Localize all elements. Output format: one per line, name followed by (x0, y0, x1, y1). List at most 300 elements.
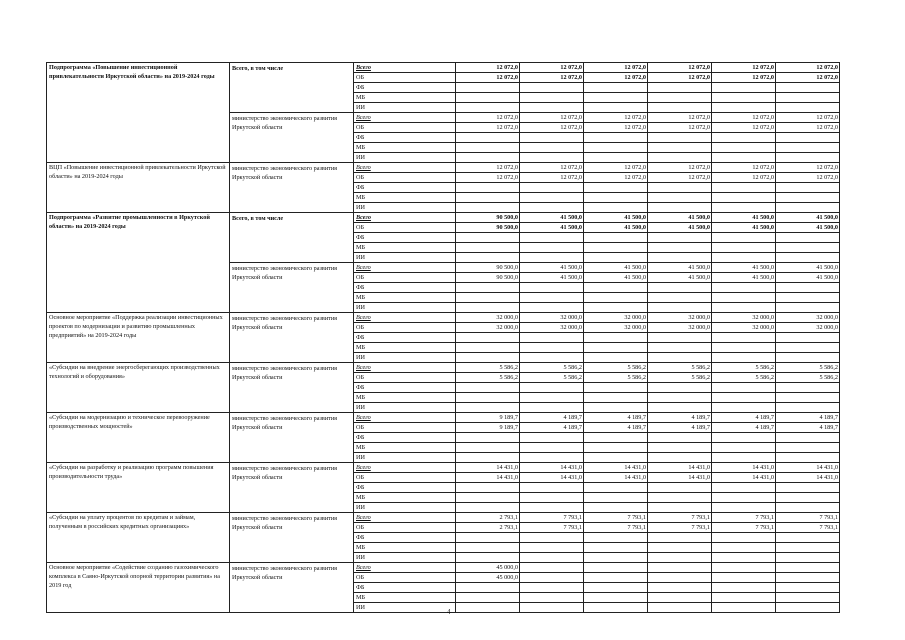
amount-cell: 32 000,0 (712, 323, 776, 333)
amount-cell: 41 500,0 (584, 213, 648, 223)
amount-cell (712, 533, 776, 543)
amount-cell (776, 193, 840, 203)
amount-cell (776, 83, 840, 93)
funding-source-cell: ИИ (354, 303, 456, 313)
funding-source-cell: ОБ (354, 573, 456, 583)
executor-cell: министерство экономического развития Иркутской области (230, 463, 354, 513)
funding-source-cell: МБ (354, 293, 456, 303)
amount-cell: 41 500,0 (584, 273, 648, 283)
amount-cell: 12 072,0 (648, 63, 712, 73)
amount-cell: 12 072,0 (776, 63, 840, 73)
amount-cell (712, 293, 776, 303)
amount-cell (584, 93, 648, 103)
amount-cell (456, 183, 520, 193)
amount-cell: 12 072,0 (520, 63, 584, 73)
amount-cell: 41 500,0 (712, 263, 776, 273)
amount-cell: 5 586,2 (456, 363, 520, 373)
amount-cell (776, 453, 840, 463)
amount-cell (776, 103, 840, 113)
amount-cell (648, 443, 712, 453)
amount-cell (584, 243, 648, 253)
program-name-cell: «Субсидии на уплату процентов по кредитам и займам, полученным в российских кредитных организациях» (47, 513, 230, 563)
amount-cell (776, 293, 840, 303)
amount-cell (712, 93, 776, 103)
amount-cell: 7 793,1 (648, 523, 712, 533)
amount-cell: 9 189,7 (456, 423, 520, 433)
amount-cell: 7 793,1 (584, 523, 648, 533)
amount-cell (456, 583, 520, 593)
amount-cell (712, 253, 776, 263)
amount-cell: 12 072,0 (520, 123, 584, 133)
amount-cell: 90 500,0 (456, 223, 520, 233)
amount-cell (456, 233, 520, 243)
table-row (47, 63, 840, 73)
amount-cell: 5 586,2 (712, 373, 776, 383)
amount-cell: 4 189,7 (584, 413, 648, 423)
amount-cell (776, 553, 840, 563)
amount-cell: 12 072,0 (712, 63, 776, 73)
funding-source-cell: ФБ (354, 83, 456, 93)
amount-cell (520, 503, 584, 513)
amount-cell: 14 431,0 (648, 473, 712, 483)
amount-cell (648, 543, 712, 553)
amount-cell: 41 500,0 (520, 273, 584, 283)
amount-cell: 12 072,0 (456, 163, 520, 173)
amount-cell (456, 133, 520, 143)
program-name-cell: Основное мероприятие «Поддержка реализации инвестиционных проектов по модернизации и развитию промышленных предприятий» на 2019-2024 годы (47, 313, 230, 363)
amount-cell (520, 233, 584, 243)
amount-cell: 12 072,0 (584, 113, 648, 123)
table-row (47, 163, 840, 173)
amount-cell (456, 93, 520, 103)
amount-cell (520, 353, 584, 363)
funding-source-cell: Всего (354, 563, 456, 573)
amount-cell (712, 583, 776, 593)
amount-cell (712, 443, 776, 453)
amount-cell (776, 353, 840, 363)
amount-cell (584, 583, 648, 593)
amount-cell (520, 153, 584, 163)
funding-source-cell: ИИ (354, 403, 456, 413)
amount-cell (776, 243, 840, 253)
amount-cell: 14 431,0 (584, 473, 648, 483)
amount-cell (776, 483, 840, 493)
amount-cell (584, 593, 648, 603)
table-row (47, 313, 840, 323)
amount-cell (584, 553, 648, 563)
amount-cell (712, 153, 776, 163)
amount-cell (520, 543, 584, 553)
program-name-cell: ВЦП «Повышение инвестиционной привлекательности Иркутской области» на 2019-2024 годы (47, 163, 230, 213)
amount-cell (776, 493, 840, 503)
executor-cell: министерство экономического развития Иркутской области (230, 163, 354, 213)
amount-cell (584, 453, 648, 463)
funding-source-cell: Всего (354, 63, 456, 73)
amount-cell (648, 573, 712, 583)
amount-cell (712, 383, 776, 393)
amount-cell: 12 072,0 (584, 163, 648, 173)
amount-cell: 12 072,0 (584, 63, 648, 73)
amount-cell (520, 483, 584, 493)
amount-cell (456, 253, 520, 263)
amount-cell (520, 93, 584, 103)
amount-cell (776, 153, 840, 163)
funding-source-cell: МБ (354, 243, 456, 253)
funding-source-cell: ФБ (354, 433, 456, 443)
amount-cell (584, 203, 648, 213)
table-row (47, 513, 840, 523)
amount-cell (712, 203, 776, 213)
amount-cell: 12 072,0 (712, 163, 776, 173)
funding-source-cell: ОБ (354, 123, 456, 133)
amount-cell: 12 072,0 (520, 163, 584, 173)
funding-source-cell: ФБ (354, 383, 456, 393)
program-name-cell: «Субсидии на модернизацию и техническое перевооружение производственных мощностей» (47, 413, 230, 463)
funding-source-cell: МБ (354, 393, 456, 403)
amount-cell: 41 500,0 (776, 263, 840, 273)
table-row (47, 413, 840, 423)
amount-cell (520, 493, 584, 503)
funding-source-cell: Всего (354, 513, 456, 523)
amount-cell: 12 072,0 (456, 63, 520, 73)
amount-cell (456, 293, 520, 303)
funding-source-cell: МБ (354, 493, 456, 503)
amount-cell (456, 403, 520, 413)
amount-cell (456, 103, 520, 113)
amount-cell (776, 593, 840, 603)
amount-cell (520, 573, 584, 583)
page-number: 4 (447, 608, 451, 616)
amount-cell: 5 586,2 (776, 373, 840, 383)
amount-cell: 12 072,0 (456, 173, 520, 183)
amount-cell (520, 143, 584, 153)
amount-cell (520, 383, 584, 393)
executor-cell: министерство экономического развития Иркутской области (230, 313, 354, 363)
amount-cell: 12 072,0 (648, 73, 712, 83)
amount-cell: 41 500,0 (648, 273, 712, 283)
amount-cell (584, 573, 648, 583)
amount-cell (520, 103, 584, 113)
amount-cell: 12 072,0 (776, 113, 840, 123)
amount-cell (584, 183, 648, 193)
amount-cell (776, 443, 840, 453)
amount-cell (648, 143, 712, 153)
amount-cell (648, 453, 712, 463)
funding-source-cell: ФБ (354, 533, 456, 543)
amount-cell: 14 431,0 (520, 473, 584, 483)
amount-cell: 7 793,1 (520, 523, 584, 533)
amount-cell (584, 233, 648, 243)
funding-source-cell: Всего (354, 313, 456, 323)
amount-cell (648, 293, 712, 303)
amount-cell (520, 533, 584, 543)
funding-source-cell: ОБ (354, 223, 456, 233)
amount-cell (648, 243, 712, 253)
amount-cell (776, 393, 840, 403)
amount-cell: 5 586,2 (456, 373, 520, 383)
amount-cell (776, 133, 840, 143)
amount-cell: 7 793,1 (584, 513, 648, 523)
amount-cell (648, 153, 712, 163)
amount-cell: 14 431,0 (712, 463, 776, 473)
amount-cell: 32 000,0 (648, 313, 712, 323)
amount-cell (584, 153, 648, 163)
amount-cell: 12 072,0 (712, 73, 776, 83)
funding-source-cell: ФБ (354, 233, 456, 243)
amount-cell (456, 203, 520, 213)
amount-cell (456, 303, 520, 313)
table-row (47, 213, 840, 223)
amount-cell: 4 189,7 (520, 413, 584, 423)
table-row (47, 563, 840, 573)
amount-cell: 12 072,0 (648, 123, 712, 133)
amount-cell (456, 143, 520, 153)
amount-cell (776, 343, 840, 353)
amount-cell: 4 189,7 (584, 423, 648, 433)
amount-cell: 41 500,0 (520, 263, 584, 273)
amount-cell (648, 493, 712, 503)
amount-cell (520, 243, 584, 253)
amount-cell (456, 603, 520, 613)
amount-cell: 12 072,0 (648, 163, 712, 173)
funding-source-cell: ФБ (354, 133, 456, 143)
amount-cell (776, 503, 840, 513)
amount-cell: 12 072,0 (456, 73, 520, 83)
amount-cell (776, 283, 840, 293)
program-name-cell: «Субсидии на внедрение энергосберегающих производственных технологий и оборудования» (47, 363, 230, 413)
amount-cell: 12 072,0 (776, 123, 840, 133)
program-name-cell: Подпрограмма «Развитие промышленности в Иркутской области» на 2019-2024 годы (47, 213, 230, 313)
amount-cell (520, 603, 584, 613)
amount-cell: 41 500,0 (776, 213, 840, 223)
amount-cell: 41 500,0 (648, 213, 712, 223)
amount-cell: 12 072,0 (520, 173, 584, 183)
funding-source-cell: Всего (354, 463, 456, 473)
amount-cell (456, 333, 520, 343)
amount-cell (456, 533, 520, 543)
amount-cell (520, 553, 584, 563)
amount-cell (648, 253, 712, 263)
amount-cell (776, 303, 840, 313)
amount-cell (648, 563, 712, 573)
amount-cell: 45 000,0 (456, 573, 520, 583)
funding-source-cell: МБ (354, 443, 456, 453)
amount-cell (776, 533, 840, 543)
amount-cell (584, 383, 648, 393)
amount-cell: 2 793,1 (456, 523, 520, 533)
amount-cell (776, 93, 840, 103)
amount-cell: 41 500,0 (520, 213, 584, 223)
amount-cell (456, 383, 520, 393)
amount-cell: 41 500,0 (520, 223, 584, 233)
amount-cell (456, 83, 520, 93)
amount-cell (648, 303, 712, 313)
executor-cell: министерство экономического развития Иркутской области (230, 563, 354, 613)
amount-cell: 5 586,2 (648, 373, 712, 383)
amount-cell: 32 000,0 (520, 313, 584, 323)
amount-cell (648, 593, 712, 603)
funding-source-cell: ФБ (354, 583, 456, 593)
funding-source-cell: ИИ (354, 253, 456, 263)
amount-cell (712, 493, 776, 503)
funding-source-cell: ИИ (354, 603, 456, 613)
funding-source-cell: МБ (354, 143, 456, 153)
amount-cell: 41 500,0 (648, 223, 712, 233)
amount-cell (520, 403, 584, 413)
amount-cell: 7 793,1 (648, 513, 712, 523)
amount-cell: 12 072,0 (520, 73, 584, 83)
amount-cell (712, 543, 776, 553)
funding-source-cell: Всего (354, 413, 456, 423)
funding-source-cell: ФБ (354, 183, 456, 193)
amount-cell (584, 393, 648, 403)
amount-cell: 4 189,7 (520, 423, 584, 433)
amount-cell (520, 453, 584, 463)
amount-cell: 12 072,0 (584, 123, 648, 133)
amount-cell: 12 072,0 (712, 113, 776, 123)
amount-cell (712, 393, 776, 403)
amount-cell (456, 433, 520, 443)
funding-source-cell: МБ (354, 343, 456, 353)
amount-cell (648, 403, 712, 413)
amount-cell (584, 333, 648, 343)
amount-cell (584, 403, 648, 413)
table-row (47, 363, 840, 373)
amount-cell (776, 583, 840, 593)
amount-cell (776, 233, 840, 243)
amount-cell (712, 563, 776, 573)
funding-source-cell: ОБ (354, 323, 456, 333)
amount-cell (584, 483, 648, 493)
amount-cell (584, 493, 648, 503)
amount-cell (712, 593, 776, 603)
amount-cell: 12 072,0 (520, 113, 584, 123)
amount-cell: 4 189,7 (776, 423, 840, 433)
amount-cell (776, 383, 840, 393)
funding-source-cell: ОБ (354, 273, 456, 283)
amount-cell (648, 343, 712, 353)
amount-cell: 12 072,0 (776, 73, 840, 83)
funding-source-cell: ФБ (354, 333, 456, 343)
funding-source-cell: ИИ (354, 503, 456, 513)
amount-cell (712, 433, 776, 443)
amount-cell (520, 433, 584, 443)
amount-cell: 2 793,1 (456, 513, 520, 523)
executor-cell: министерство экономического развития Иркутской области (230, 513, 354, 563)
funding-source-cell: ИИ (354, 153, 456, 163)
amount-cell (520, 203, 584, 213)
amount-cell: 32 000,0 (584, 313, 648, 323)
amount-cell: 5 586,2 (712, 363, 776, 373)
amount-cell: 9 189,7 (456, 413, 520, 423)
amount-cell (520, 183, 584, 193)
executor-cell: Всего, в том числе (230, 213, 354, 263)
executor-cell: министерство экономического развития Иркутской области (230, 413, 354, 463)
amount-cell (584, 143, 648, 153)
amount-cell (456, 483, 520, 493)
amount-cell: 7 793,1 (712, 523, 776, 533)
amount-cell (520, 563, 584, 573)
funding-source-cell: Всего (354, 363, 456, 373)
funding-source-cell: Всего (354, 113, 456, 123)
amount-cell (712, 133, 776, 143)
amount-cell (648, 603, 712, 613)
amount-cell: 7 793,1 (712, 513, 776, 523)
amount-cell (456, 343, 520, 353)
amount-cell: 32 000,0 (776, 313, 840, 323)
funding-source-cell: Всего (354, 263, 456, 273)
amount-cell (648, 483, 712, 493)
amount-cell: 41 500,0 (648, 263, 712, 273)
amount-cell (776, 563, 840, 573)
amount-cell: 4 189,7 (648, 413, 712, 423)
amount-cell (648, 553, 712, 563)
funding-source-cell: МБ (354, 193, 456, 203)
amount-cell (584, 193, 648, 203)
amount-cell: 5 586,2 (648, 363, 712, 373)
amount-cell (648, 383, 712, 393)
amount-cell (584, 563, 648, 573)
amount-cell: 41 500,0 (712, 223, 776, 233)
amount-cell (776, 573, 840, 583)
amount-cell (712, 333, 776, 343)
amount-cell (712, 503, 776, 513)
amount-cell (520, 343, 584, 353)
amount-cell: 4 189,7 (776, 413, 840, 423)
amount-cell: 90 500,0 (456, 263, 520, 273)
funding-source-cell: ОБ (354, 173, 456, 183)
funding-source-cell: ИИ (354, 453, 456, 463)
amount-cell: 7 793,1 (520, 513, 584, 523)
amount-cell: 12 072,0 (456, 123, 520, 133)
amount-cell (712, 403, 776, 413)
amount-cell (456, 243, 520, 253)
amount-cell: 12 072,0 (584, 173, 648, 183)
amount-cell: 7 793,1 (776, 513, 840, 523)
amount-cell (456, 443, 520, 453)
amount-cell (712, 553, 776, 563)
amount-cell: 32 000,0 (456, 323, 520, 333)
amount-cell (776, 143, 840, 153)
amount-cell (456, 453, 520, 463)
amount-cell (520, 83, 584, 93)
amount-cell (584, 603, 648, 613)
amount-cell (520, 593, 584, 603)
amount-cell (520, 253, 584, 263)
amount-cell: 7 793,1 (776, 523, 840, 533)
amount-cell (584, 443, 648, 453)
amount-cell (584, 253, 648, 263)
amount-cell: 12 072,0 (584, 73, 648, 83)
amount-cell: 12 072,0 (456, 113, 520, 123)
amount-cell (712, 453, 776, 463)
amount-cell: 5 586,2 (520, 373, 584, 383)
amount-cell (520, 393, 584, 403)
amount-cell (584, 433, 648, 443)
amount-cell: 32 000,0 (776, 323, 840, 333)
amount-cell: 4 189,7 (712, 413, 776, 423)
amount-cell (520, 293, 584, 303)
funding-source-cell: ИИ (354, 103, 456, 113)
amount-cell (776, 183, 840, 193)
amount-cell (456, 493, 520, 503)
amount-cell (584, 533, 648, 543)
program-name-cell: Основное мероприятие «Содействие созданию газохимического комплекса в Саяно-Иркутской опорной территории развития» на 2019 год (47, 563, 230, 613)
amount-cell (520, 333, 584, 343)
amount-cell (648, 283, 712, 293)
amount-cell (584, 503, 648, 513)
amount-cell: 41 500,0 (584, 263, 648, 273)
